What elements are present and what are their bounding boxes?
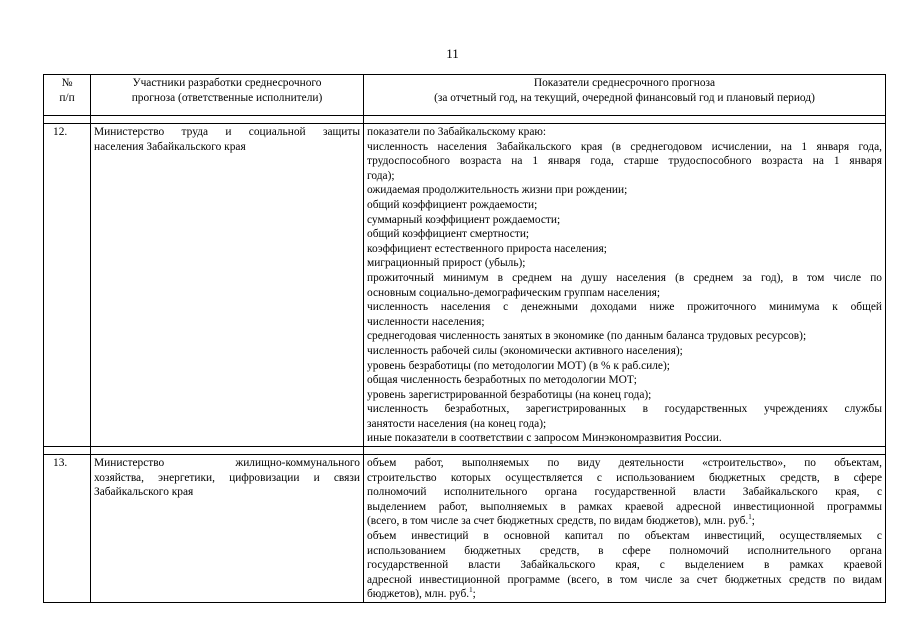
indicator-line: коэффициент естественного прироста населения; [367,242,607,255]
header-participants-cell [91,75,364,116]
indicator-text: бюджетов), млн. руб. [367,588,470,601]
indicator-line: трудоспособного возраста на 1 января года, старше трудоспособного возраста на 1 января [367,155,882,168]
indicator-line: уровень безработицы (по методологии МОТ) (в % к раб.силе); [367,359,670,372]
footnote-mark: 1 [469,586,473,595]
participant-line: Забайкальского края [94,486,194,499]
table-row [44,455,886,603]
indicator-line: прожиточный минимум в среднем на душу населения (в среднем за год), в том числе по [367,271,882,284]
indicator-line: численность рабочей силы (экономически активного населения); [367,344,683,357]
footnote-suffix: ; [472,588,476,601]
indicator-line: иные показатели в соответствии с запросом Минэкономразвития России. [367,432,722,445]
header-indicators-line2: (за отчетный год, на текущий, очередной финансовый год и плановый период) [434,91,815,104]
header-indicators-line1: Показатели среднесрочного прогноза [533,77,716,89]
indicator-line: показатели по Забайкальскому краю: [367,126,547,138]
indicator-line: ожидаемая продолжительность жизни при рождении; [367,184,628,197]
header-participants-line1: Участники разработки среднесрочного [132,77,322,89]
indicator-line: среднегодовая численность занятых в экономике (по данным баланса трудовых ресурсов); [367,330,807,343]
page-number: 11 [446,46,459,61]
participant-cell [91,455,364,603]
header-indicators-cell [364,75,886,116]
table-row [44,124,886,447]
indicator-line: уровень зарегистрированной безработицы (на конец года); [367,388,652,401]
footnote-mark: 1 [748,513,752,522]
participant-line: Министерство жилищно-коммунального [94,457,360,470]
header-participants-line2: прогноза (ответственные исполнители) [131,91,323,104]
header-number-line2: п/п [59,91,75,104]
forecast-participants-table [43,74,886,603]
footnote-suffix: ; [751,515,755,528]
table-header-row [44,75,886,116]
indicator-line: миграционный прирост (убыль); [367,257,526,270]
indicator-line [367,514,882,529]
header-number-line1: № [61,77,73,89]
indicator-line: общий коэффициент рождаемости; [367,198,538,211]
indicator-line: численности населения; [367,315,485,328]
indicator-line: выделением работ, выполняемых в рамках краевой адресной инвестиционной программы [367,500,882,513]
participant-line: Министерство труда и социальной защиты [94,126,360,138]
header-number-cell [44,75,91,116]
separator-row [44,447,886,455]
indicator-line: общий коэффициент смертности; [367,228,530,241]
indicator-line: общая численность безработных по методологии МОТ; [367,374,637,387]
indicator-line: объем работ, выполняемых по виду деятельности «строительство», по объектам, [367,457,882,470]
participant-line: населения Забайкальского края [94,140,246,153]
indicator-line: полномочий исполнительного органа государственной власти Забайкальского края, с [367,486,882,499]
indicator-line: адресной инвестиционной программе (всего, в том числе за счет бюджетных средств по видам [367,573,882,586]
row-number: 13. [44,455,91,603]
indicator-line: объем инвестиций в основной капитал по объектам инвестиций, осуществляемых с [367,530,882,543]
indicator-line: года); [367,169,395,182]
indicator-text: (всего, в том числе за счет бюджетных средств, по видам бюджетов), млн. руб. [367,515,749,528]
indicator-line: занятости населения (на конец года); [367,417,547,430]
indicators-cell [364,124,886,447]
indicator-line: суммарный коэффициент рождаемости; [367,213,561,226]
indicator-line: численность населения Забайкальского края (в среднегодовом исчислении, на 1 января года, [367,140,882,153]
indicator-line: численность населения с денежными доходами ниже прожиточного минимума к общей [367,301,882,314]
indicator-line: строительство которых осуществляется с использованием бюджетных средств, в сфере [367,471,882,484]
participant-line: хозяйства, энергетики, цифровизации и связи [94,471,360,484]
indicator-line: использованием бюджетных средств, в сфере полномочий исполнительного органа [367,544,882,557]
indicator-line: основным социально-демографическим группам населения; [367,286,660,299]
indicator-line: государственной власти Забайкальского края, с выделением в рамках краевой [367,559,882,572]
participant-cell [91,124,364,447]
indicator-line [367,587,882,602]
separator-row [44,116,886,124]
indicator-line: численность безработных, зарегистрированных в государственных учреждениях службы [367,403,882,416]
indicators-cell [364,455,886,603]
row-number: 12. [44,124,91,447]
